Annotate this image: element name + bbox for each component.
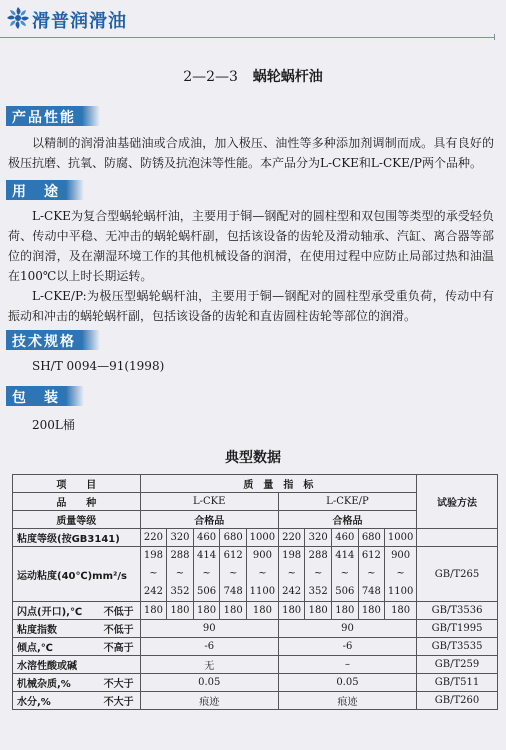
pour-ckep: -6 [278,638,416,656]
empty-cell [417,529,498,547]
table-title: 典型数据 [225,450,281,466]
kv-low: 288 [170,550,190,561]
flash-limit: 不低于 [103,607,134,618]
flash-cell: 180 [167,602,194,620]
visc-grade-cell: 320 [167,529,194,547]
pour-label-cell [13,638,141,656]
header-method: 试验方法 [417,475,498,529]
flash-cell: 180 [305,602,332,620]
kv-cell [385,547,417,602]
visc-grade-cell: 1000 [246,529,278,547]
table-row [13,674,498,692]
kv-cell [193,547,220,602]
kv-high: 506 [197,586,217,597]
kv-low: 198 [143,550,163,561]
pour-limit: 不高于 [103,643,134,654]
kv-low: 414 [335,550,355,561]
kv-high: 352 [308,586,328,597]
visc-grade-cell: 220 [278,529,305,547]
kv-cell [167,547,194,602]
header-divider-tick [494,34,495,40]
pour-method: GB/T3535 [417,638,498,656]
kv-cell [332,547,359,602]
section-heading-packaging: 包 装 [6,386,66,406]
kv-low: 612 [361,550,381,561]
title-name: 蜗轮蜗杆油 [252,69,323,85]
kv-tilde: ~ [367,568,376,579]
kv-tilde: ~ [202,568,211,579]
vi-ckep: 90 [278,620,416,638]
section-heading-usage: 用 途 [6,180,66,200]
kv-cell [358,547,385,602]
table-row [13,547,498,602]
page-header [0,0,506,38]
flash-cell: 180 [385,602,417,620]
vi-cke: 90 [140,620,278,638]
flash-label: 闪点(开口),℃ [17,607,83,618]
kv-tilde: ~ [340,568,349,579]
kv-cell [140,547,167,602]
kv-label: 运动粘度(40℃)mm²/s [13,547,141,602]
table-row [13,638,498,656]
vi-label-cell [13,620,141,638]
table-row [13,656,498,674]
header-quality: 质 量 指 标 [140,475,416,493]
page-title [0,66,506,86]
visc-grade-cell: 220 [140,529,167,547]
flash-method: GB/T3536 [417,602,498,620]
kv-high: 506 [335,586,355,597]
water-cke: 痕迹 [140,692,278,710]
header-item: 项 目 [13,475,141,493]
kv-high: 1100 [387,586,414,597]
kv-low: 288 [308,550,328,561]
kv-low: 900 [252,550,272,561]
acid-method: GB/T259 [417,656,498,674]
kv-low: 900 [391,550,411,561]
table-row [13,529,498,547]
acid-label-cell [13,656,141,674]
flash-cell: 180 [246,602,278,620]
header-grade: 质量等级 [13,511,141,529]
kv-high: 748 [361,586,381,597]
acid-ckep: – [278,656,416,674]
vi-label: 粘度指数 [17,625,57,636]
variety-cke: L-CKE [140,493,278,511]
kv-cell [220,547,247,602]
kv-cell [246,547,278,602]
usage-text-cke: L-CKE为复合型蜗轮蜗杆油，主要用于铜—钢配对的圆柱型和双包围等类型的承受轻负荷、传动中平稳、无冲击的蜗轮蜗杆副，包括该设备的齿轮及滑动轴承、汽缸、离合器等部位的润滑，及在潮湿环境工作的其他机械设备的润滑，在使用过程中应防止局部过热和油温在100℃以上时长期运转。 [8,209,494,283]
flash-cell: 180 [140,602,167,620]
kv-cell [305,547,332,602]
flash-cell: 180 [358,602,385,620]
variety-ckep: L-CKE/P [278,493,416,511]
pour-label: 倾点,℃ [17,643,53,654]
water-ckep: 痕迹 [278,692,416,710]
kv-low: 414 [197,550,217,561]
water-label-cell [13,692,141,710]
kv-tilde: ~ [149,568,158,579]
vi-method: GB/T1995 [417,620,498,638]
visc-grade-cell: 460 [193,529,220,547]
kv-tilde: ~ [228,568,238,579]
water-label: 水分,% [17,697,51,708]
kv-high: 1100 [249,586,276,597]
grade-ckep: 合格品 [278,511,416,529]
kv-tilde: ~ [314,568,323,579]
performance-text: 以精制的润滑油基础油或合成油，加入极压、油性等多种添加剂调制而成。具有良好的极压抗磨、抗氧、防腐、防锈及抗泡沫等性能。本产品分为L-CKE和L-CKE/P两个品种。 [8,136,494,170]
impurity-ckep: 0.05 [278,674,416,692]
kv-low: 612 [223,550,243,561]
impurity-label: 机械杂质,% [17,679,71,690]
table-row [13,692,498,710]
flash-cell: 180 [332,602,359,620]
typical-data-table [12,474,498,710]
title-number: 2—2—3 [183,69,238,85]
kv-tilde: ~ [396,568,405,579]
visc-grade-cell: 320 [305,529,332,547]
kv-high: 748 [223,586,243,597]
usage-text-ckep: L-CKE/P:为极压型蜗轮蜗杆油，主要用于铜—钢配对的圆柱型承受重负荷，传动中有振动和冲击的蜗轮蜗杆副，包括该设备的齿轮和直齿圆柱齿轮等部位的润滑。 [8,289,494,323]
kv-method: GB/T265 [417,547,498,602]
brand-name: 滑普润滑油 [32,11,127,32]
acid-cke: 无 [140,656,278,674]
kv-tilde: ~ [258,568,267,579]
spec-text: SH/T 0094—91(1998) [32,359,165,373]
water-limit: 不大于 [103,697,134,708]
kv-high: 242 [282,586,302,597]
water-method: GB/T260 [417,692,498,710]
visc-grade-label: 粘度等级(按GB3141) [13,529,141,547]
kv-cell [278,547,305,602]
grade-cke: 合格品 [140,511,278,529]
section-heading-spec: 技术规格 [6,330,82,350]
header-variety: 品 种 [13,493,141,511]
kv-high: 242 [143,586,163,597]
table-row [13,602,498,620]
header-divider [0,37,494,38]
pour-cke: -6 [140,638,278,656]
impurity-label-cell [13,674,141,692]
visc-grade-cell: 460 [332,529,359,547]
flash-cell: 180 [278,602,305,620]
flash-label-cell [13,602,141,620]
packaging-text: 200L桶 [32,418,75,432]
kv-tilde: ~ [287,568,296,579]
impurity-cke: 0.05 [140,674,278,692]
kv-tilde: ~ [175,568,185,579]
flash-cell: 180 [220,602,247,620]
table-row [13,620,498,638]
kv-low: 198 [282,550,302,561]
visc-grade-cell: 680 [358,529,385,547]
visc-grade-cell: 680 [220,529,247,547]
flash-cell: 180 [193,602,220,620]
section-heading-performance: 产品性能 [6,106,82,126]
vi-limit: 不低于 [103,625,134,636]
impurity-limit: 不大于 [103,679,134,690]
table-row [13,475,498,493]
impurity-method: GB/T511 [417,674,498,692]
kv-high: 352 [170,586,190,597]
visc-grade-cell: 1000 [385,529,417,547]
acid-label: 水溶性酸或碱 [17,661,77,672]
swirl-logo-icon [6,6,30,30]
